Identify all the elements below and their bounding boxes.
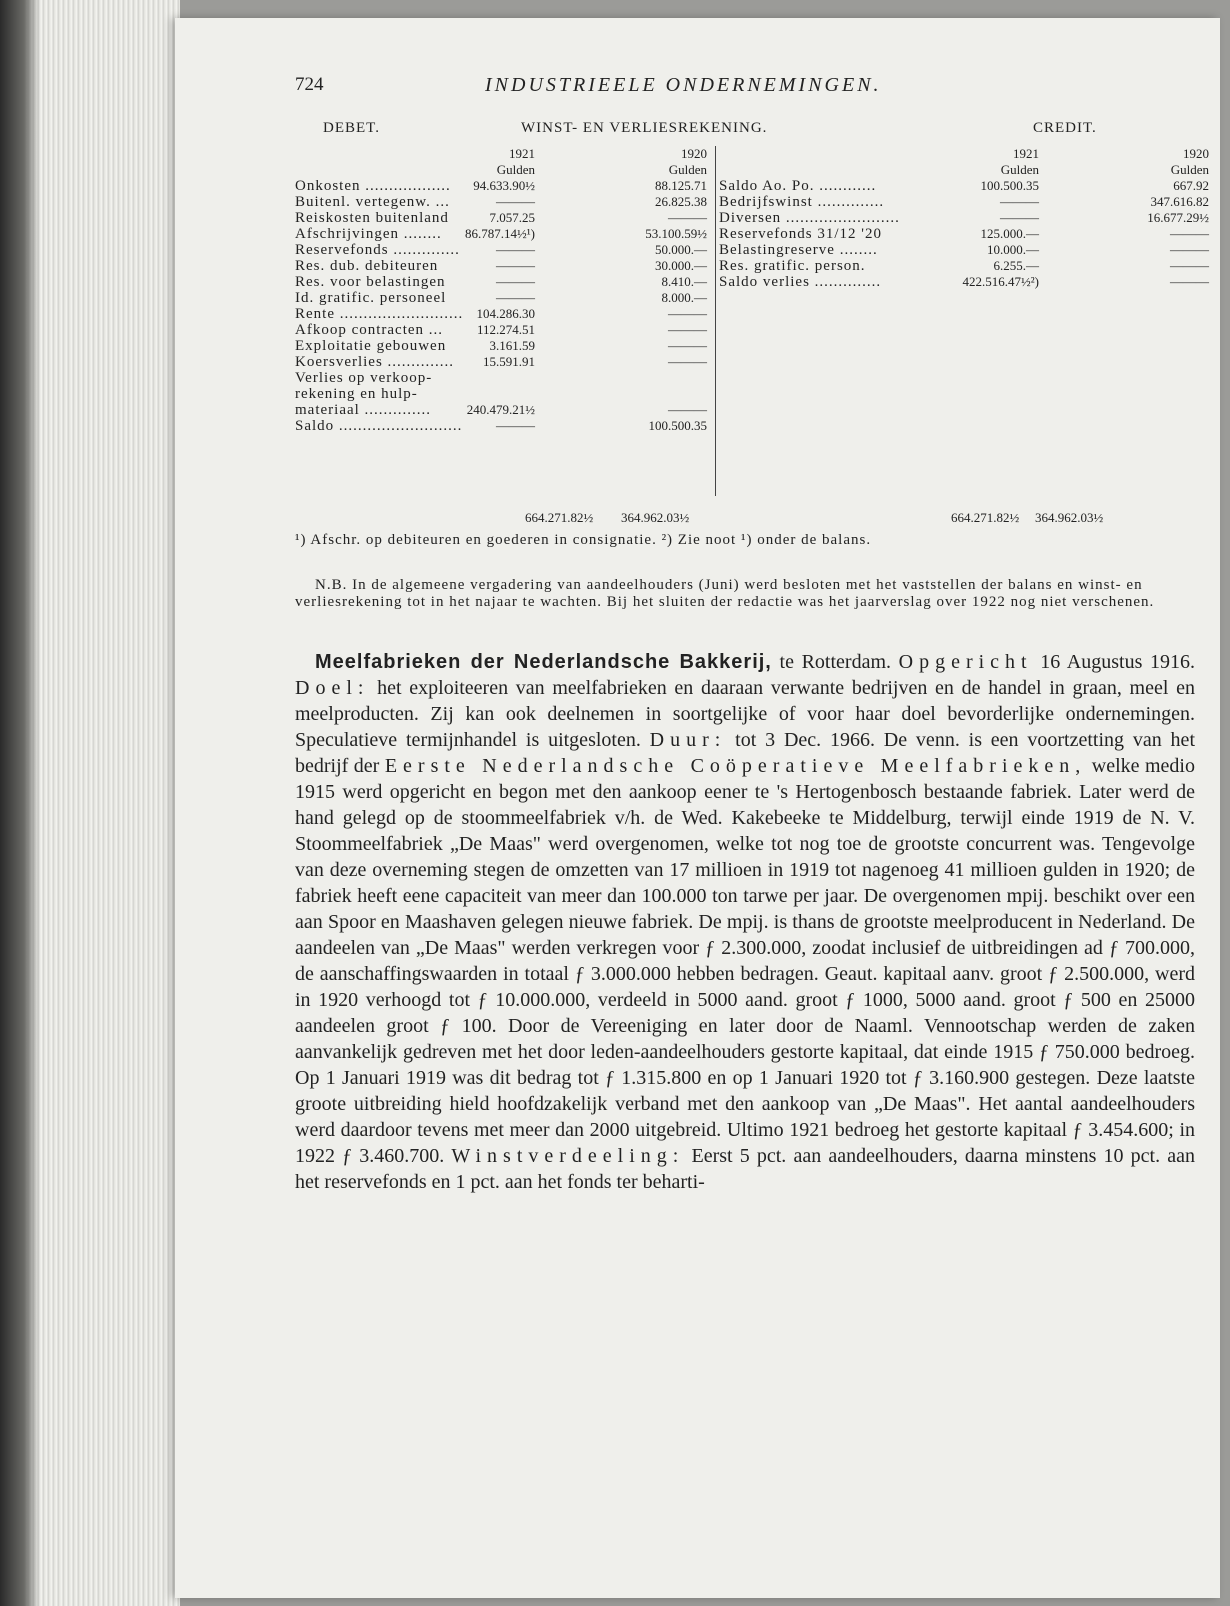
value-1921: ——— <box>496 290 535 305</box>
unit-header-row <box>719 162 1209 178</box>
row-label: Buitenl. vertegenw. ... <box>295 194 450 210</box>
article-intro: te Rotterdam. <box>771 651 899 673</box>
table-row <box>295 306 715 322</box>
value-1920: ——— <box>1170 242 1209 257</box>
table-row <box>295 418 715 434</box>
value-1921: ——— <box>496 274 535 289</box>
value-1920: ——— <box>668 402 707 417</box>
value-1920: 88.125.71 <box>655 178 707 193</box>
row-label: Res. voor belastingen <box>295 274 446 290</box>
table-row <box>295 338 715 354</box>
opgericht-text: 16 Augustus 1916. <box>1032 651 1195 673</box>
table-row <box>719 210 1209 226</box>
year-1921: 1921 <box>509 146 535 161</box>
row-label: Reiskosten buitenland <box>295 210 449 226</box>
table-row <box>719 258 1209 274</box>
table-row <box>295 402 715 418</box>
value-1920: 30.000.— <box>655 258 707 273</box>
table-row <box>295 274 715 290</box>
row-label: Res. gratific. person. <box>719 258 866 274</box>
doel-label: Doel: <box>295 677 370 699</box>
debet-column <box>295 146 715 434</box>
table-row <box>719 194 1209 210</box>
doel-text: het exploiteeren van meelfabrieken en daaraan verwante bedrijven en de handel in graan, meel en meelproducten. Zij kan ook deelnemen in soortgelijke of voor haar doel bevorderlijke ondernemingen. Speculatieve termijnhandel is uitgesloten. <box>295 677 1195 751</box>
debet-label: DEBET. <box>323 120 380 136</box>
year-1920: 1920 <box>1183 146 1209 161</box>
table-row <box>719 242 1209 258</box>
unit-label: Gulden <box>496 162 535 177</box>
winst-label: Winstverdeeling: <box>451 1145 685 1167</box>
value-1921: 15.591.91 <box>483 354 535 369</box>
article-paragraph <box>295 649 1195 1195</box>
row-label: Belastingreserve ........ <box>719 242 878 258</box>
total-debet-1921: 664.271.82½ <box>525 510 594 525</box>
table-footnote: ¹) Afschr. op debiteuren en goederen in consignatie. ²) Zie noot ¹) onder de balans. <box>295 532 872 548</box>
table-row <box>295 210 715 226</box>
value-1921: 7.057.25 <box>489 210 535 225</box>
row-label: rekening en hulp- <box>295 386 418 402</box>
table-row <box>719 226 1209 242</box>
value-1921: 125.000.— <box>980 226 1039 241</box>
table-row <box>295 322 715 338</box>
total-debet-1920: 364.962.03½ <box>621 510 690 525</box>
book-page <box>175 18 1220 1598</box>
value-1920: ——— <box>668 306 707 321</box>
row-label: Reservefonds .............. <box>295 242 460 258</box>
value-1920: 26.825.38 <box>655 194 707 209</box>
value-1920: 100.500.35 <box>648 418 707 433</box>
value-1921: ——— <box>1000 194 1039 209</box>
row-label: Saldo verlies .............. <box>719 274 882 290</box>
value-1920: 16.677.29½ <box>1147 210 1209 225</box>
table-row <box>295 386 715 402</box>
opgericht-label: Opgericht <box>898 651 1033 673</box>
book-spine-shadow <box>0 0 40 1606</box>
column-divider <box>715 146 716 496</box>
value-1921: 94.633.90½ <box>473 178 535 193</box>
row-label: Saldo .......................... <box>295 418 463 434</box>
page-content <box>295 74 1209 1195</box>
table-row <box>719 274 1209 290</box>
value-1921: 10.000.— <box>987 242 1039 257</box>
row-label: Res. dub. debiteuren <box>295 258 439 274</box>
table-row <box>295 178 715 194</box>
value-1920: ——— <box>668 354 707 369</box>
value-1920: 8.000.— <box>661 290 707 305</box>
value-1921: 240.479.21½ <box>466 402 535 417</box>
account-table-headers <box>295 120 1195 146</box>
year-1921: 1921 <box>1013 146 1039 161</box>
row-label: Rente .......................... <box>295 306 464 322</box>
row-label: Exploitatie gebouwen <box>295 338 447 354</box>
total-credit-1921: 664.271.82½ <box>951 510 1020 525</box>
credit-column <box>719 146 1209 290</box>
table-row <box>295 194 715 210</box>
total-credit-1920: 364.962.03½ <box>1035 510 1104 525</box>
value-1920: ——— <box>1170 258 1209 273</box>
table-row <box>295 370 715 386</box>
year-header-row <box>295 146 715 162</box>
year-header-row <box>719 146 1209 162</box>
table-row <box>295 354 715 370</box>
row-label: Saldo Ao. Po. ............ <box>719 178 877 194</box>
credit-label: CREDIT. <box>1033 120 1097 136</box>
value-1920: ——— <box>1170 274 1209 289</box>
value-1921: ——— <box>496 242 535 257</box>
unit-label: Gulden <box>1170 162 1209 177</box>
running-head <box>295 74 1195 114</box>
value-1920: ——— <box>668 210 707 225</box>
value-1921: 100.500.35 <box>980 178 1039 193</box>
credit-rows <box>719 178 1209 290</box>
value-1920: ——— <box>1170 226 1209 241</box>
value-1921: ——— <box>496 418 535 433</box>
value-1921: 112.274.51 <box>476 322 535 337</box>
company-name: Meelfabrieken der Nederlandsche Bakkerij, <box>315 651 772 673</box>
table-row <box>295 258 715 274</box>
article-body: welke medio 1915 werd opgericht en begon met den aankoop eener te 's Hertogenbosch bestaande fabriek. Later werd de hand gelegd op de stoommeelfabriek v/h. de Wed. Kakebeeke te Middelburg, terwijl einde 1919 de N. V. Stoommeelfabriek „De Maas" werd overgenomen, welke tot nog toe de grootste concurrent was. Tengevolge van deze overneming stegen de omzetten van 17 millioen in 1919 tot nagenoeg 41 millioen gulden in 1920; de fabriek heeft eene capaciteit van meer dan 100.000 ton tarwe per jaar. De overgenomen mpij. beschikt over een aan Spoor en Maashaven gelegen nieuwe fabriek. De mpij. is thans de grootste meelproducent in Nederland. De aandeelen van „De Maas" werden verkregen voor ƒ 2.300.000, zoodat inclusief de uitbreidingen ad ƒ 700.000, de aanschaffingswaarden in totaal ƒ 3.000.000 hebben bedragen. Geaut. kapitaal aanv. groot ƒ 2.500.000, werd in 1920 verhoogd tot ƒ 10.000.000, verdeeld in 5000 aand. groot ƒ 1000, 5000 aand. groot ƒ 500 en 25000 aandeelen groot ƒ 100. Door de Vereeniging en later door de Naaml. Vennootschap werden de zaken aanvankelijk gedreven met het door leden-aandeelhouders gestorte kapitaal, dat einde 1915 ƒ 750.000 bedroeg. Op 1 Januari 1919 was dit bedrag tot ƒ 1.315.800 en op 1 Januari 1920 tot ƒ 3.160.900 gestegen. Deze laatste groote uitbreiding hield hoofdzakelijk verband met den aankoop van „De Maas". Het aantal aandeelhouders werd daardoor tevens met meer dan 2000 uitgebreid. Ultimo 1921 bedroeg het gestorte kapitaal ƒ 3.454.600; in 1922 ƒ 3.460.700. <box>295 755 1195 1167</box>
value-1920: 50.000.— <box>655 242 707 257</box>
unit-header-row <box>295 162 715 178</box>
totals-row <box>295 510 1195 530</box>
value-1920: 347.616.82 <box>1150 194 1209 209</box>
value-1921: ——— <box>496 258 535 273</box>
value-1920: ——— <box>668 322 707 337</box>
value-1920: 667.92 <box>1173 178 1209 193</box>
table-row <box>719 178 1209 194</box>
table-row <box>295 290 715 306</box>
value-1921: 6.255.— <box>993 258 1039 273</box>
coop-name: Eerste Nederlandsche Coöperatieve Meelfabrieken, <box>384 755 1087 777</box>
table-row <box>295 242 715 258</box>
row-label: Verlies op verkoop- <box>295 370 433 386</box>
duur-label: Duur: <box>649 729 727 751</box>
row-label: Onkosten .................. <box>295 178 451 194</box>
value-1921: ——— <box>1000 210 1039 225</box>
debet-rows <box>295 178 715 434</box>
row-label: Afkoop contracten ... <box>295 322 444 338</box>
year-1920: 1920 <box>681 146 707 161</box>
unit-label: Gulden <box>1000 162 1039 177</box>
value-1920: ——— <box>668 338 707 353</box>
value-1921: 422.516.47½²) <box>962 274 1039 289</box>
page-number: 724 <box>295 74 324 95</box>
row-label: Reservefonds 31/12 '20 <box>719 226 883 242</box>
value-1921: 3.161.59 <box>489 338 535 353</box>
duur-text: tot 3 Dec. 1966. De venn. is een voortzetting van het bedrijf der <box>295 729 1195 777</box>
value-1921: 86.787.14½¹) <box>465 226 535 241</box>
row-label: Afschrijvingen ........ <box>295 226 442 242</box>
unit-label: Gulden <box>668 162 707 177</box>
row-label: Diversen ........................ <box>719 210 900 226</box>
table-row <box>295 226 715 242</box>
nb-note: N.B. In de algemeene vergadering van aandeelhouders (Juni) werd besloten met het vaststellen der balans en winst- en verliesrekening tot in het najaar te wachten. Bij het sluiten der redactie was het jaarverslag over 1922 nog niet verschenen. <box>295 577 1155 610</box>
value-1920: 53.100.59½ <box>645 226 707 241</box>
profit-loss-account <box>295 146 1209 506</box>
value-1921: 104.286.30 <box>476 306 535 321</box>
row-label: Koersverlies .............. <box>295 354 455 370</box>
winst-text: Eerst 5 pct. aan aandeelhouders, daarna minstens 10 pct. aan het reservefonds en 1 pct. aan het fonds ter beharti- <box>295 1145 1195 1193</box>
row-label: Bedrijfswinst .............. <box>719 194 885 210</box>
row-label: Id. gratific. personeel <box>295 290 447 306</box>
value-1920: 8.410.— <box>661 274 707 289</box>
row-label: materiaal .............. <box>295 402 432 418</box>
account-title: WINST- EN VERLIESREKENING. <box>521 120 768 136</box>
value-1921: ——— <box>496 194 535 209</box>
page-header: INDUSTRIEELE ONDERNEMINGEN. <box>485 74 882 96</box>
